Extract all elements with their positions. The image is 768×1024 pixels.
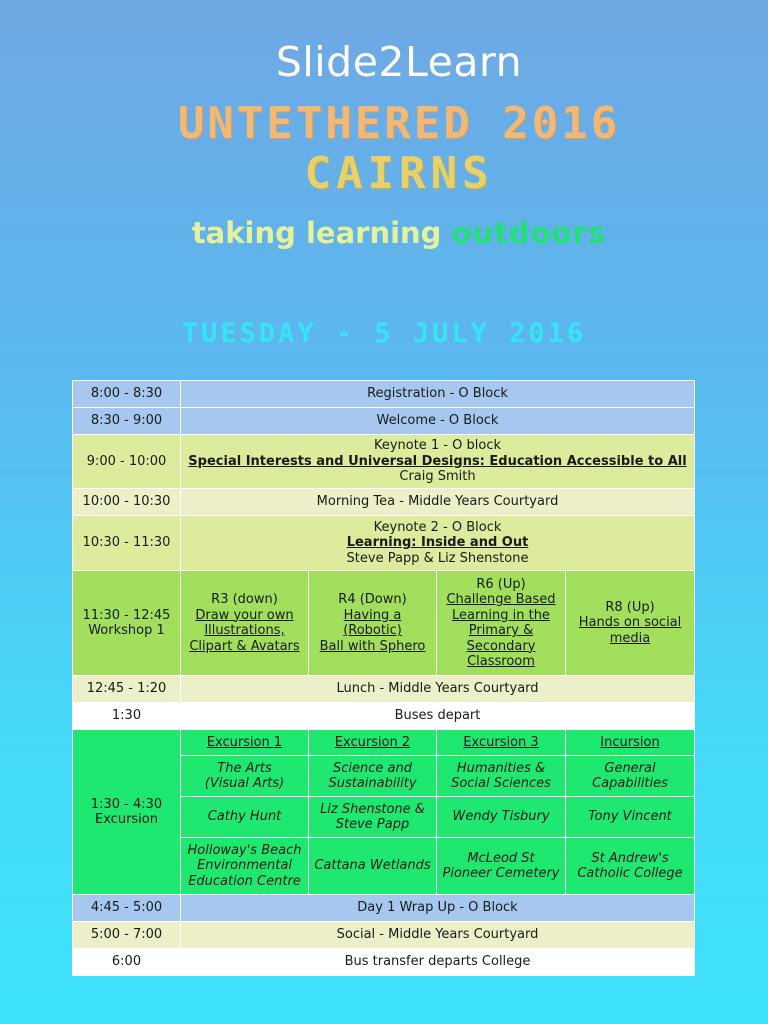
room-label: R8 (Up) (605, 599, 655, 615)
workshop-link[interactable]: Draw your own (195, 607, 294, 623)
event-cell: Buses depart (181, 703, 695, 730)
topic-cell (566, 756, 695, 797)
time-cell: 6:00 (73, 949, 181, 976)
workshop-link[interactable]: Learning in the (452, 607, 550, 623)
leader-line: Liz Shenstone & (320, 801, 425, 817)
venue-cell (566, 838, 695, 895)
leader-cell (437, 797, 566, 838)
time-cell (73, 730, 181, 895)
workshop-link[interactable]: Hands on social (578, 615, 682, 631)
topic-line: General (604, 760, 656, 776)
table-row (73, 730, 695, 756)
venue-line: Cattana Wetlands (314, 858, 431, 874)
topic-line: Sustainability (328, 776, 417, 791)
room-label: R4 (Down) (338, 592, 407, 607)
incursion-header (566, 730, 695, 756)
table-row (73, 703, 695, 730)
event-cell: Day 1 Wrap Up - O Block (181, 895, 695, 922)
event-cell: Bus transfer departs College (181, 949, 695, 976)
time-cell: 8:00 - 8:30 (73, 381, 181, 408)
topic-line: Capabilities (592, 776, 668, 791)
workshop-r6-cell (437, 571, 566, 676)
topic-line: Science and (333, 760, 412, 776)
tagline-part-1: taking learning (191, 216, 442, 250)
venue-line: Environmental (197, 858, 292, 874)
venue-line: Education Centre (188, 873, 301, 889)
venue-line: Catholic College (577, 866, 683, 881)
venue-cell (437, 838, 566, 895)
excursion-link[interactable]: Excursion 2 (334, 734, 411, 750)
time-cell: 10:00 - 10:30 (73, 489, 181, 516)
venue-line: Holloway's Beach (187, 842, 302, 858)
room-label: R3 (down) (211, 592, 278, 607)
time-cell: 5:00 - 7:00 (73, 922, 181, 949)
table-row (73, 408, 695, 435)
time-cell: 12:45 - 1:20 (73, 676, 181, 703)
table-row (73, 949, 695, 976)
event-title: UNTETHERED 2016 (177, 98, 621, 149)
topic-line: (Visual Arts) (204, 776, 285, 791)
workshop-time: 11:30 - 12:45 (82, 607, 171, 623)
table-row (73, 489, 695, 516)
excursion-label: Excursion (95, 812, 158, 827)
excursion-link[interactable]: Incursion (600, 734, 660, 750)
event-cell: Social - Middle Years Courtyard (181, 922, 695, 949)
table-row (73, 381, 695, 408)
topic-cell (181, 756, 309, 797)
topic-line: Social Sciences (451, 776, 551, 791)
schedule-table (72, 380, 695, 976)
workshop-label: Workshop 1 (88, 623, 165, 638)
leader-line: Tony Vincent (588, 809, 672, 825)
venue-cell (181, 838, 309, 895)
excursion-time: 1:30 - 4:30 (90, 796, 163, 812)
workshop-link[interactable]: Primary & (468, 623, 534, 638)
workshop-link[interactable]: Secondary (466, 638, 536, 654)
brand-title: Slide2Learn (275, 38, 523, 86)
venue-cell (309, 838, 437, 895)
time-cell: 10:30 - 11:30 (73, 516, 181, 571)
event-cell: Lunch - Middle Years Courtyard (181, 676, 695, 703)
keynote-2-cell (181, 516, 695, 571)
table-row (73, 895, 695, 922)
workshop-link[interactable]: Illustrations, (204, 623, 285, 638)
day-heading: TUESDAY - 5 JULY 2016 (181, 318, 587, 349)
topic-cell (437, 756, 566, 797)
room-label: R6 (Up) (476, 576, 526, 592)
workshop-r3-cell (181, 571, 309, 676)
keynote-1-cell (181, 435, 695, 489)
venue-line: St Andrew's (591, 850, 669, 866)
time-cell: 9:00 - 10:00 (73, 435, 181, 489)
time-cell: 1:30 (73, 703, 181, 730)
event-location: CAIRNS (304, 148, 494, 199)
table-row (73, 676, 695, 703)
tagline (0, 216, 768, 250)
keynote-2-speaker: Steve Papp & Liz Shenstone (346, 550, 529, 566)
workshop-link[interactable]: Classroom (467, 654, 535, 669)
time-cell: 4:45 - 5:00 (73, 895, 181, 922)
excursion-3-header (437, 730, 566, 756)
keynote-2-title-link[interactable]: Learning: Inside and Out (346, 535, 529, 551)
leader-cell (566, 797, 695, 838)
excursion-2-header (309, 730, 437, 756)
workshop-r8-cell (566, 571, 695, 676)
table-row (73, 922, 695, 949)
workshop-link[interactable]: media (609, 630, 651, 646)
event-cell: Welcome - O Block (181, 408, 695, 435)
excursion-link[interactable]: Excursion 3 (463, 734, 539, 750)
keynote-1-speaker: Craig Smith (399, 469, 476, 485)
keynote-1-title-link[interactable]: Special Interests and Universal Designs: Education Accessible to All (188, 453, 687, 469)
venue-line: Pioneer Cemetery (442, 866, 560, 881)
leader-line: Cathy Hunt (207, 809, 282, 825)
time-cell (73, 571, 181, 676)
workshop-link[interactable]: Challenge Based (446, 592, 556, 607)
excursion-1-header (181, 730, 309, 756)
topic-line: Humanities & (456, 760, 546, 776)
table-row (73, 516, 695, 571)
leader-cell (181, 797, 309, 838)
event-cell: Registration - O Block (181, 381, 695, 408)
leader-cell (309, 797, 437, 838)
excursion-link[interactable]: Excursion 1 (206, 734, 283, 750)
keynote-1-label: Keynote 1 - O block (373, 438, 502, 454)
event-cell: Morning Tea - Middle Years Courtyard (181, 489, 695, 516)
leader-line: Steve Papp (335, 817, 410, 832)
leader-line: Wendy Tisbury (452, 809, 550, 825)
table-row (73, 435, 695, 489)
topic-cell (309, 756, 437, 797)
workshop-r4-cell (309, 571, 437, 676)
topic-line: The Arts (217, 760, 272, 776)
time-cell: 8:30 - 9:00 (73, 408, 181, 435)
table-row (73, 571, 695, 676)
workshop-link[interactable]: Clipart & Avatars (189, 638, 300, 654)
workshop-link[interactable]: Having a (Robotic) (343, 607, 402, 638)
tagline-part-2: outdoors (451, 216, 607, 250)
keynote-2-label: Keynote 2 - O Block (373, 519, 502, 535)
venue-line: McLeod St (467, 850, 535, 866)
workshop-link[interactable]: Ball with Sphero (319, 638, 426, 654)
